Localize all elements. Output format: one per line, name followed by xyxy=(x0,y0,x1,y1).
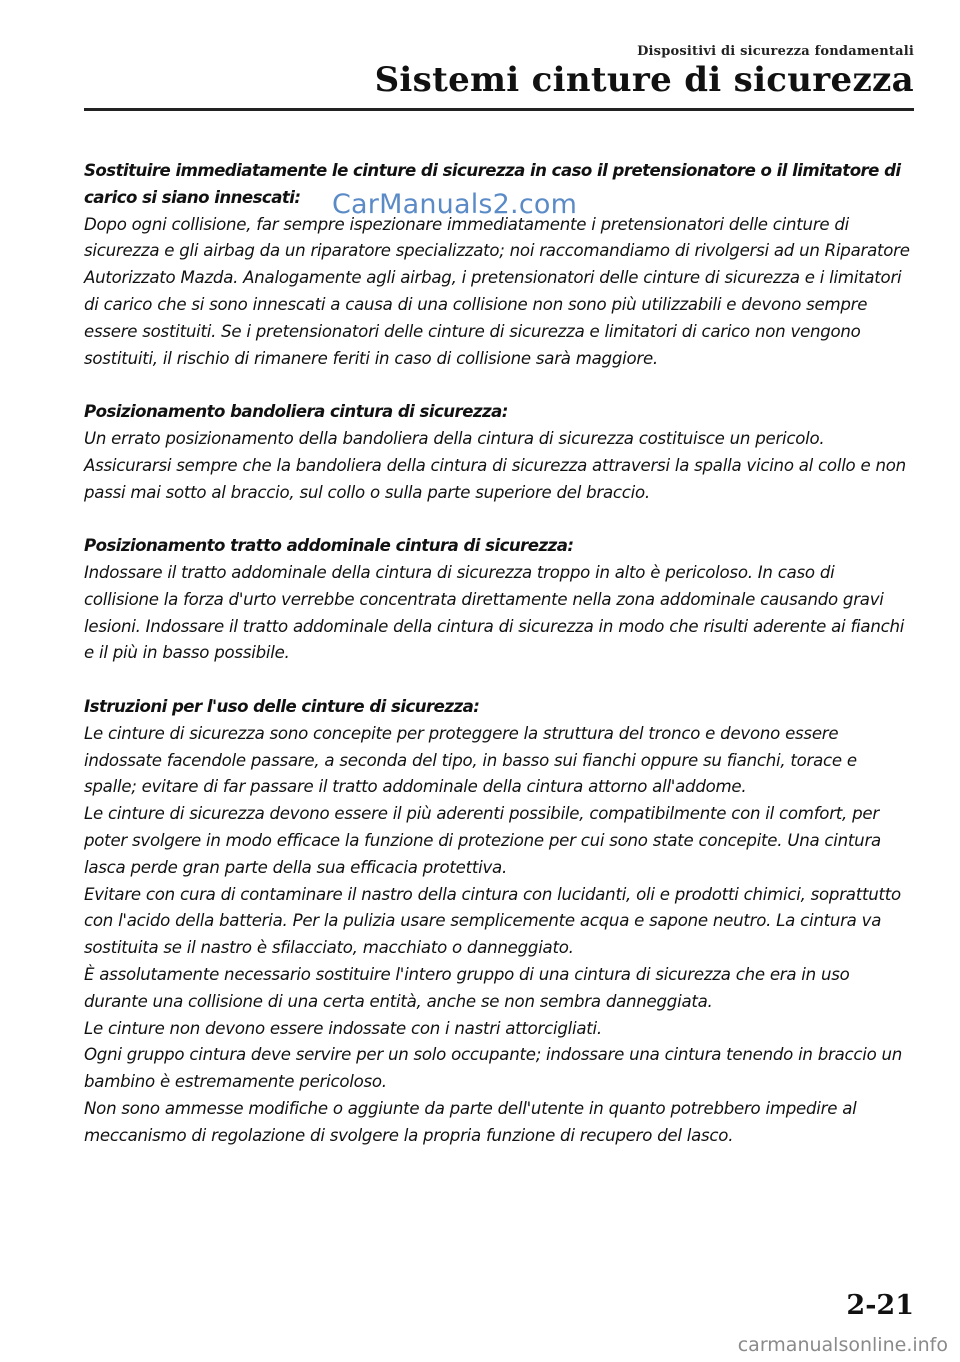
paragraph: Le cinture non devono essere indossate con i nastri attorcigliati. xyxy=(84,1018,602,1038)
section-heading: Posizionamento tratto addominale cintura di sicurezza: xyxy=(84,536,574,556)
page-number: 2-21 xyxy=(846,1290,914,1321)
paragraph: Ogni gruppo cintura deve servire per un solo occupante; indossare una cintura tenendo in braccio un bambino è estremamente pericoloso. xyxy=(84,1045,903,1092)
paragraph: Non sono ammesse modifiche o aggiunte da parte dell'utente in quanto potrebbero impedire al meccanismo di regolazione di svolgere la propria funzione di recupero del lasco. xyxy=(84,1098,857,1145)
paragraph: Un errato posizionamento della bandoliera della cintura di sicurezza costituisce un pericolo. Assicurarsi sempre che la bandoliera della cintura di sicurezza attraversi la spalla vicino al collo e non passi mai sotto al braccio, sul collo o sulla parte superiore del braccio. xyxy=(84,428,906,502)
main-content xyxy=(84,158,914,1176)
footer-watermark: carmanualsonline.info xyxy=(737,1334,948,1356)
page-title: Sistemi cinture di sicurezza xyxy=(374,60,914,100)
paragraph: Evitare con cura di contaminare il nastro della cintura con lucidanti, oli e prodotti chimici, soprattutto con l'acido della batteria. Per la pulizia usare semplicemente acqua e sapone neutro. La cintura va sostituita se il nastro è sfilacciato, macchiato o danneggiato. xyxy=(84,884,901,958)
paragraph: È assolutamente necessario sostituire l'intero gruppo di una cintura di sicurezza che era in uso durante una collisione di una certa entità, anche se non sembra danneggiata. xyxy=(84,964,850,1011)
header-divider xyxy=(84,108,914,111)
section-shoulder-belt-position xyxy=(84,399,914,506)
watermark: CarManuals2.com xyxy=(332,189,578,220)
paragraph: Le cinture di sicurezza devono essere il più aderenti possibile, compatibilmente con il comfort, per poter svolgere in modo efficace la funzione di protezione per cui sono state concepite. Una cintura lasca perde gran parte della sua efficacia protettiva. xyxy=(84,804,881,877)
paragraph: Dopo ogni collisione, far sempre ispezionare immediatamente i pretensionatori delle cinture di sicurezza e gli airbag da un riparatore specializzato; noi raccomandiamo di rivolgersi ad un Riparatore Autorizzato Mazda. Analogamente agli airbag, i pretensionatori delle cinture di sicurezza e i limitatori di carico che si sono innescati a causa di una collisione non sono più utilizzabili e devono sempre essere sostituiti. Se i pretensionatori delle cinture di sicurezza e limitatori di carico non vengono sostituiti, il rischio di rimanere feriti in caso di collisione sarà maggiore. xyxy=(84,214,910,368)
section-heading: Istruzioni per l'uso delle cinture di sicurezza: xyxy=(84,696,480,716)
section-usage-instructions xyxy=(84,694,914,1150)
section-kicker: Dispositivi di sicurezza fondamentali xyxy=(637,44,914,59)
section-heading: Sostituire immediatamente le cinture di sicurezza in caso il pretensionatore o il limitatore di carico si siano innescati: xyxy=(84,161,901,207)
section-lap-belt-position xyxy=(84,533,914,667)
paragraph: Le cinture di sicurezza sono concepite per proteggere la struttura del tronco e devono essere indossate facendole passare, a seconda del tipo, in basso sui fianchi oppure su fianchi, torace e spalle; evitare di far passare il tratto addominale della cintura attorno all'addome. xyxy=(84,723,857,797)
paragraph: Indossare il tratto addominale della cintura di sicurezza troppo in alto è pericoloso. In caso di collisione la forza d'urto verrebbe concentrata direttamente nella zona addominale causando gravi lesioni. Indossare il tratto addominale della cintura di sicurezza in modo che risulti aderente ai fianchi e il più in basso possibile. xyxy=(84,562,905,663)
section-heading: Posizionamento bandoliera cintura di sicurezza: xyxy=(84,402,508,422)
